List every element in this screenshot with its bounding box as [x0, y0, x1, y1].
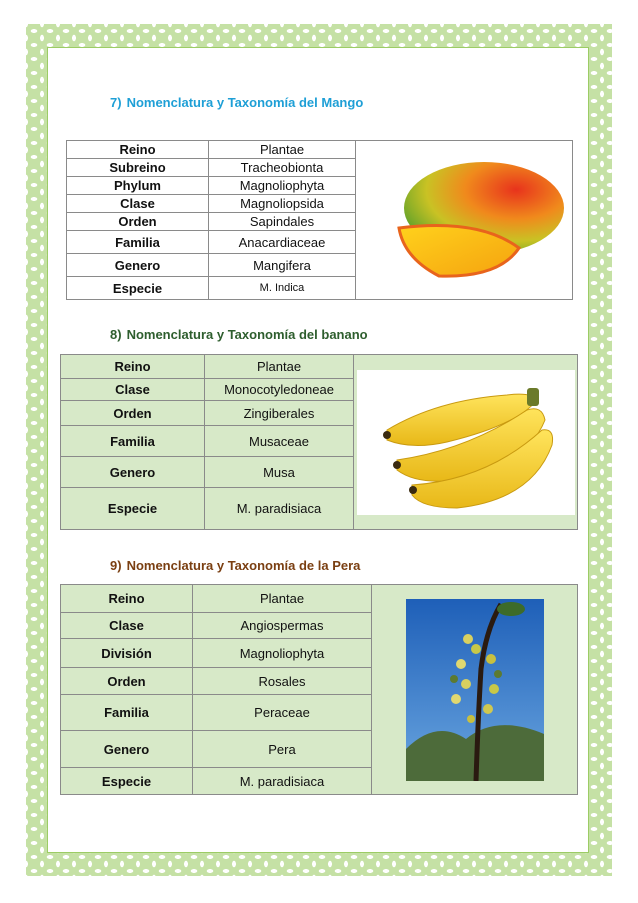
- row-value: Angiospermas: [193, 613, 372, 639]
- row-value: Magnoliophyta: [209, 177, 356, 195]
- section-title-text: Nomenclatura y Taxonomía de la Pera: [126, 558, 361, 573]
- pear-taxonomy-table: [60, 584, 578, 795]
- row-value: M. Indica: [209, 277, 356, 300]
- row-value: Mangifera: [209, 254, 356, 277]
- row-key: Familia: [61, 695, 193, 731]
- row-key: Reino: [67, 141, 209, 159]
- row-key: Clase: [67, 195, 209, 213]
- banana-photo: [357, 370, 575, 515]
- mango-photo: [359, 148, 569, 293]
- row-value: Tracheobionta: [209, 159, 356, 177]
- row-value: Monocotyledoneae: [205, 379, 354, 401]
- section-title-text: Nomenclatura y Taxonomía del Mango: [126, 95, 364, 110]
- row-value: Pera: [193, 731, 372, 768]
- row-key: Orden: [67, 213, 209, 231]
- table-row: [67, 141, 573, 159]
- pear-image-cell: [372, 585, 578, 795]
- row-value: Zingiberales: [205, 401, 354, 426]
- banana-taxonomy-table: [60, 354, 578, 530]
- section-number: 7): [110, 95, 122, 110]
- row-value: Plantae: [205, 355, 354, 379]
- row-value: Musaceae: [205, 426, 354, 457]
- section-number: 9): [110, 558, 122, 573]
- row-key: Especie: [61, 768, 193, 795]
- row-value: Plantae: [193, 585, 372, 613]
- row-key: Familia: [67, 231, 209, 254]
- row-value: M. paradisiaca: [205, 488, 354, 530]
- section-number: 8): [110, 327, 122, 342]
- section-title-banana: [110, 327, 368, 342]
- mango-taxonomy-table: [66, 140, 573, 300]
- row-key: Clase: [61, 613, 193, 639]
- row-key: Genero: [61, 457, 205, 488]
- row-value: Rosales: [193, 668, 372, 695]
- row-key: División: [61, 639, 193, 668]
- row-value: Magnoliophyta: [193, 639, 372, 668]
- row-key: Especie: [61, 488, 205, 530]
- row-value: Sapindales: [209, 213, 356, 231]
- row-value: Magnoliopsida: [209, 195, 356, 213]
- row-value: M. paradisiaca: [193, 768, 372, 795]
- row-value: Peraceae: [193, 695, 372, 731]
- row-key: Reino: [61, 355, 205, 379]
- pear-tree-photo: [406, 599, 544, 781]
- row-key: Phylum: [67, 177, 209, 195]
- row-key: Genero: [61, 731, 193, 768]
- row-key: Orden: [61, 668, 193, 695]
- row-value: Plantae: [209, 141, 356, 159]
- section-title-text: Nomenclatura y Taxonomía del banano: [126, 327, 368, 342]
- row-key: Familia: [61, 426, 205, 457]
- row-value: Anacardiaceae: [209, 231, 356, 254]
- table-row: [61, 355, 578, 379]
- row-key: Genero: [67, 254, 209, 277]
- row-key: Subreino: [67, 159, 209, 177]
- section-title-pear: [110, 558, 360, 573]
- table-row: [61, 585, 578, 613]
- row-key: Clase: [61, 379, 205, 401]
- section-title-mango: [110, 95, 363, 110]
- row-key: Orden: [61, 401, 205, 426]
- banana-image-cell: [354, 355, 578, 530]
- row-key: Especie: [67, 277, 209, 300]
- row-value: Musa: [205, 457, 354, 488]
- mango-image-cell: [356, 141, 573, 300]
- row-key: Reino: [61, 585, 193, 613]
